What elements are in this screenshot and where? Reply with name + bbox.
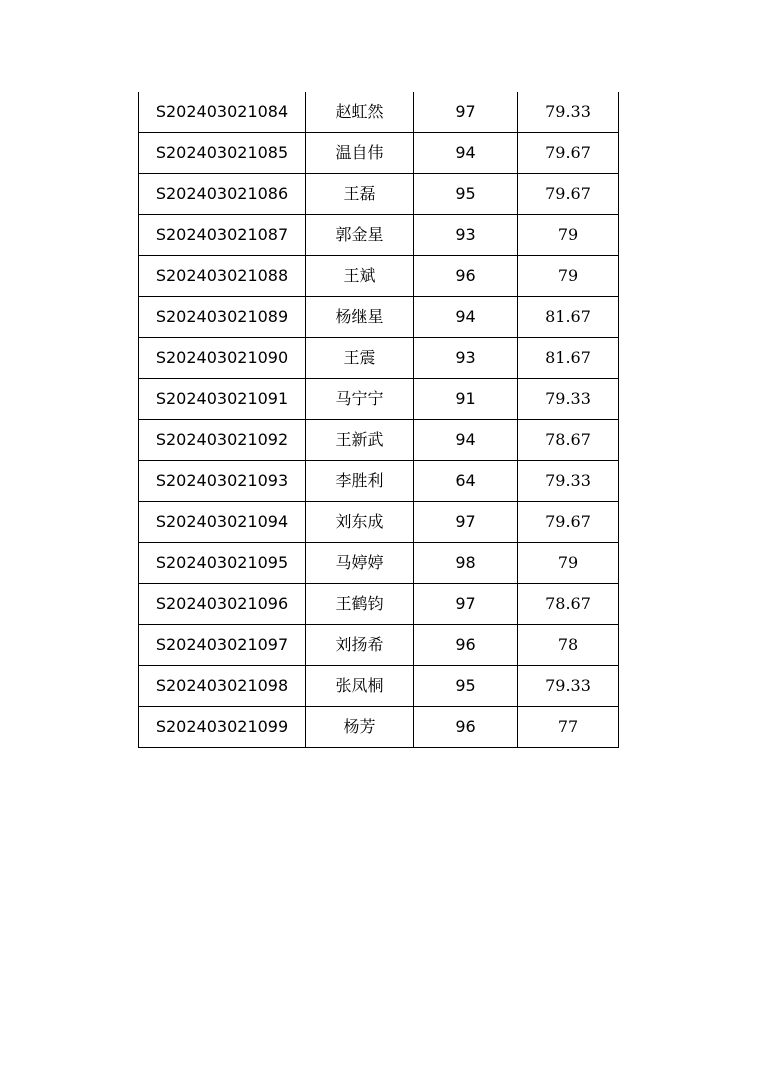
table-row: [139, 707, 619, 748]
score2-cell: 79: [518, 215, 619, 256]
score2-cell: 78: [518, 625, 619, 666]
score-cell: 64: [414, 461, 518, 502]
score-cell: 96: [414, 625, 518, 666]
score-cell: 97: [414, 584, 518, 625]
candidate-id-cell: S202403021096: [139, 584, 306, 625]
candidate-name-cell: 杨芳: [306, 707, 414, 748]
candidate-id-cell: S202403021084: [139, 92, 306, 133]
candidate-id-cell: S202403021099: [139, 707, 306, 748]
score2-cell: 79.33: [518, 379, 619, 420]
candidate-name-cell: 温自伟: [306, 133, 414, 174]
candidate-id-cell: S202403021087: [139, 215, 306, 256]
score-cell: 94: [414, 420, 518, 461]
score-cell: 94: [414, 133, 518, 174]
candidate-name-cell: 王震: [306, 338, 414, 379]
table-row: [139, 543, 619, 584]
score2-cell: 81.67: [518, 297, 619, 338]
score-table: [138, 92, 619, 748]
score2-cell: 79.67: [518, 133, 619, 174]
table-row: [139, 379, 619, 420]
score2-cell: 79.33: [518, 92, 619, 133]
candidate-id-cell: S202403021095: [139, 543, 306, 584]
score2-cell: 79.67: [518, 502, 619, 543]
candidate-name-cell: 王磊: [306, 174, 414, 215]
candidate-id-cell: S202403021088: [139, 256, 306, 297]
candidate-id-cell: S202403021086: [139, 174, 306, 215]
score2-cell: 79: [518, 256, 619, 297]
table-row: [139, 666, 619, 707]
score-cell: 93: [414, 215, 518, 256]
table-row: [139, 92, 619, 133]
score-cell: 96: [414, 256, 518, 297]
candidate-id-cell: S202403021085: [139, 133, 306, 174]
candidate-name-cell: 王新武: [306, 420, 414, 461]
candidate-id-cell: S202403021093: [139, 461, 306, 502]
table-row: [139, 625, 619, 666]
candidate-name-cell: 刘东成: [306, 502, 414, 543]
score2-cell: 79.33: [518, 666, 619, 707]
candidate-id-cell: S202403021097: [139, 625, 306, 666]
table-row: [139, 420, 619, 461]
candidate-id-cell: S202403021089: [139, 297, 306, 338]
table-row: [139, 133, 619, 174]
candidate-name-cell: 马婷婷: [306, 543, 414, 584]
candidate-name-cell: 刘扬希: [306, 625, 414, 666]
score-cell: 95: [414, 174, 518, 215]
table-row: [139, 297, 619, 338]
score-cell: 94: [414, 297, 518, 338]
score2-cell: 77: [518, 707, 619, 748]
score2-cell: 78.67: [518, 420, 619, 461]
candidate-id-cell: S202403021094: [139, 502, 306, 543]
candidate-name-cell: 张凤桐: [306, 666, 414, 707]
candidate-name-cell: 李胜利: [306, 461, 414, 502]
score-cell: 95: [414, 666, 518, 707]
score-cell: 91: [414, 379, 518, 420]
table-row: [139, 174, 619, 215]
candidate-name-cell: 赵虹然: [306, 92, 414, 133]
table-row: [139, 256, 619, 297]
candidate-name-cell: 王斌: [306, 256, 414, 297]
table-row: [139, 461, 619, 502]
candidate-name-cell: 王鹤钧: [306, 584, 414, 625]
table-row: [139, 215, 619, 256]
score2-cell: 79.33: [518, 461, 619, 502]
score-cell: 96: [414, 707, 518, 748]
table-row: [139, 584, 619, 625]
score-table-body: [139, 92, 619, 748]
candidate-id-cell: S202403021098: [139, 666, 306, 707]
table-row: [139, 338, 619, 379]
score-cell: 97: [414, 92, 518, 133]
candidate-name-cell: 马宁宁: [306, 379, 414, 420]
candidate-id-cell: S202403021091: [139, 379, 306, 420]
score2-cell: 79.67: [518, 174, 619, 215]
score-cell: 98: [414, 543, 518, 584]
score-cell: 97: [414, 502, 518, 543]
score2-cell: 78.67: [518, 584, 619, 625]
candidate-id-cell: S202403021092: [139, 420, 306, 461]
score2-cell: 79: [518, 543, 619, 584]
candidate-id-cell: S202403021090: [139, 338, 306, 379]
score-cell: 93: [414, 338, 518, 379]
table-row: [139, 502, 619, 543]
candidate-name-cell: 郭金星: [306, 215, 414, 256]
score2-cell: 81.67: [518, 338, 619, 379]
candidate-name-cell: 杨继星: [306, 297, 414, 338]
